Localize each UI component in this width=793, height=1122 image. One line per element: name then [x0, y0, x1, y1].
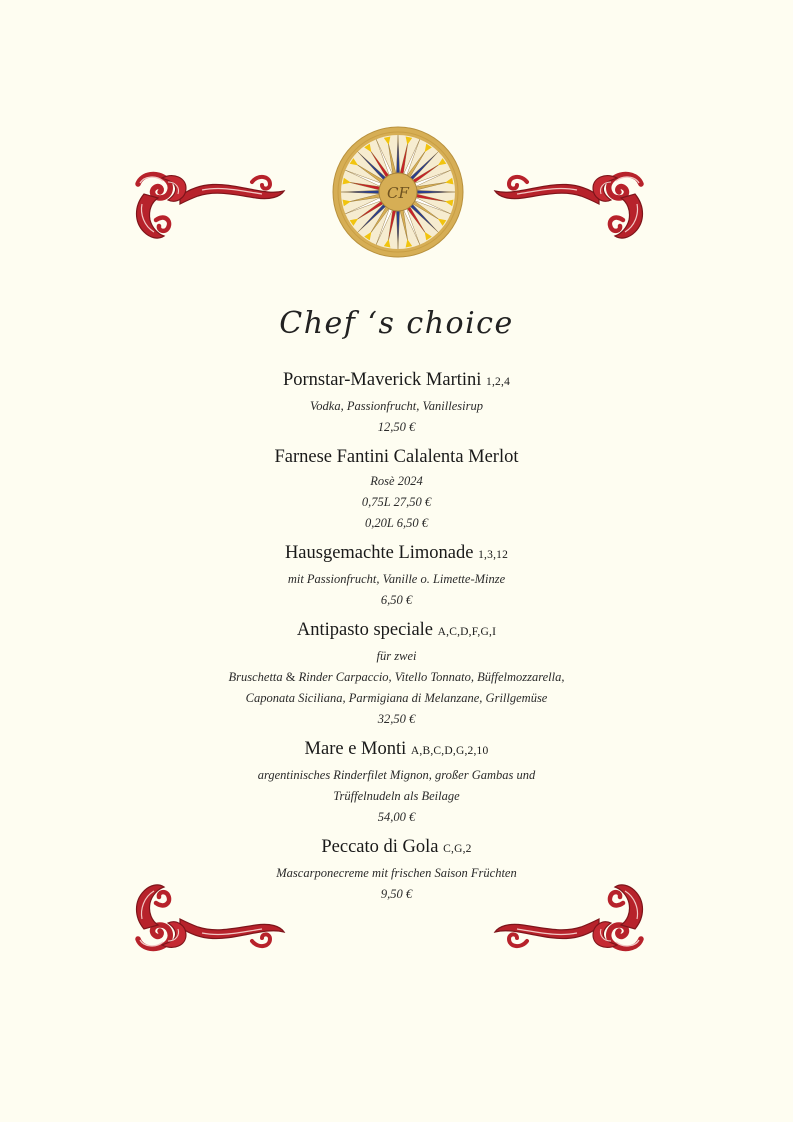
menu-item-price: 6,50 €: [380, 593, 413, 607]
menu-item-name: Hausgemachte Limonade: [284, 543, 474, 563]
menu-item: [0, 617, 793, 730]
menu-item-title: [0, 736, 793, 765]
emblem-monogram: CF: [387, 184, 409, 202]
menu-item-price: 12,50 €: [377, 420, 416, 434]
menu-item-allergens: C,G,2: [443, 843, 472, 855]
menu-item: [0, 367, 793, 438]
menu-item-description: Caponata Siciliana, Parmigiana di Melanzane, Grillgemüse: [245, 691, 548, 705]
menu-item-title: [0, 444, 793, 471]
menu-item: [0, 540, 793, 611]
menu-item-name: Farnese Fantini Calalenta Merlot: [274, 447, 519, 467]
menu-item-allergens: 1,2,4: [486, 376, 511, 388]
scroll-ornament-icon: [492, 170, 647, 242]
menu-item-description: mit Passionfrucht, Vanille o. Limette-Minze: [287, 572, 506, 586]
menu-item-name: Mare e Monti: [304, 739, 407, 759]
menu-item-allergens: A,B,C,D,G,2,10: [410, 745, 489, 757]
menu-item-allergens: 1,3,12: [478, 549, 509, 561]
menu-item-description: argentinisches Rinderfilet Mignon, großer Gambas und: [257, 768, 536, 782]
menu-item-description: Mascarponecreme mit frischen Saison Früchten: [276, 866, 517, 880]
menu-item-description: Bruschetta & Rinder Carpaccio, Vitello Tonnato, Büffelmozzarella,: [228, 670, 565, 684]
menu-item: [0, 444, 793, 534]
menu-item-title: [0, 540, 793, 569]
menu-item-title: [0, 834, 793, 863]
page-title: Chef ‘s choice: [279, 306, 514, 341]
menu-item-description: für zwei: [376, 649, 417, 663]
menu-item-price: 54,00 €: [377, 810, 416, 824]
menu-item-price: 32,50 €: [377, 712, 416, 726]
menu-item-description: Rosè 2024: [370, 474, 423, 488]
menu-item-name: Antipasto speciale: [296, 620, 434, 640]
menu-item-title: [0, 617, 793, 646]
menu-item-name: Peccato di Gola: [321, 837, 439, 857]
menu-item-price: 0,20L 6,50 €: [365, 516, 428, 530]
menu-item-price: 0,75L 27,50 €: [361, 495, 432, 509]
menu-item-description: Trüffelnudeln als Beilage: [333, 789, 460, 803]
compass-rose-emblem-icon: [332, 126, 464, 258]
scroll-ornament-icon: [132, 170, 287, 242]
menu-item-description: Vodka, Passionfrucht, Vanillesirup: [310, 399, 483, 413]
menu-item-allergens: A,C,D,F,G,I: [437, 626, 497, 638]
menu-item: [0, 736, 793, 828]
menu-item-name: Pornstar-Maverick Martini: [282, 370, 482, 390]
menu-item-title: [0, 367, 793, 396]
menu-item: [0, 834, 793, 905]
menu-item-price: 9,50 €: [380, 887, 413, 901]
menu-list: [0, 367, 793, 905]
